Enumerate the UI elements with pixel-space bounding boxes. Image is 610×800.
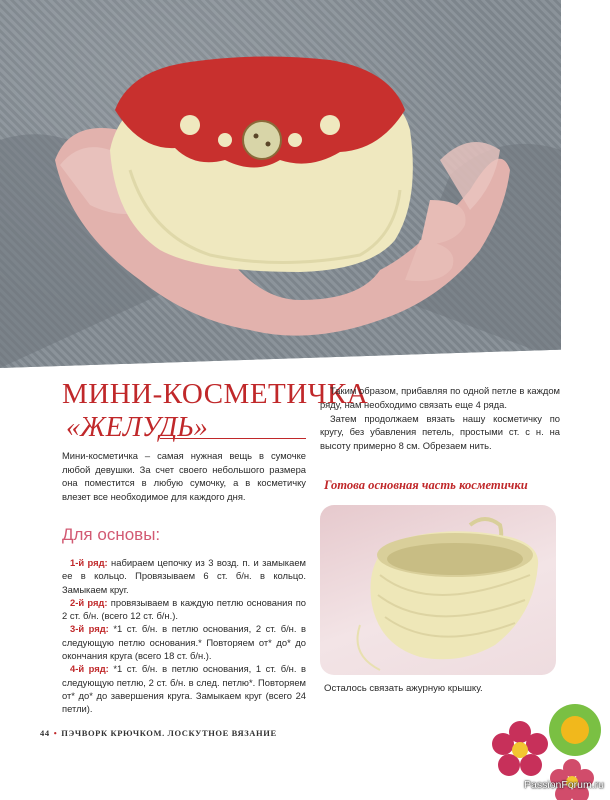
row-text: *1 ст. б/н. в петлю основания, 1 ст. б/н. в следующую петлю, 2 ст. б/н. в след. петлю*. Повторяем от* до* до завершения круга. Замыкаем круг (всего 24 петли).: [62, 663, 306, 715]
row-label: 3-й ряд:: [70, 623, 109, 635]
hero-illustration: [0, 0, 561, 368]
crochet-base-illustration: [320, 505, 556, 675]
row-text: набираем цепочку из 3 возд. п. и замыкаем ее в кольцо. Провязываем 6 ст. б/н. в кольцо. Замыкаем круг.: [62, 557, 306, 595]
row-4: [62, 662, 306, 715]
watermark: PassionForum.ru: [524, 779, 604, 791]
hero-photo: [0, 0, 561, 368]
base-heading: Для основы:: [62, 525, 161, 544]
intro-paragraph: Мини-косметичка – самая нужная вещь в сумочке любой девушки. За счет своего небольшого размера она поместится в любую сумочку, а в косметичку влезет все необходимое для каждого дня.: [62, 450, 306, 502]
page-footer: [40, 728, 277, 738]
row-1: [62, 556, 306, 596]
paragraph: Таким образом, прибавляя по одной петле в каждом ряду, нам необходимо связать еще 4 ряда.: [320, 385, 560, 410]
paragraph: Затем продолжаем вязать нашу косметичку по кругу, без убавления петель, простыми ст. с н. на высоту примерно 8 см. Обрезаем нить.: [320, 412, 560, 452]
row-text: *1 ст. б/н. в петлю основания, 2 ст. б/н. в следующую петлю основания.* Повторяем от* до* до окончания круга (всего 18 ст. б/н.).: [62, 623, 306, 662]
article-subtitle: «ЖЕЛУДЬ»: [66, 412, 208, 443]
row-label: 1-й ряд:: [70, 557, 108, 568]
finished-base-heading: Готова основная часть косметички: [324, 478, 528, 492]
footer-separator: •: [53, 728, 58, 738]
base-photo: [320, 505, 556, 675]
page-number: 44: [40, 728, 50, 738]
row-text: провязываем в каждую петлю основания по 2 ст. б/н. (всего 12 ст. б/н.).: [62, 596, 307, 622]
title-underline: [160, 438, 306, 439]
row-label: 2-й ряд:: [70, 596, 108, 608]
right-column-text: [320, 384, 560, 453]
article-title: МИНИ-КОСМЕТИЧКА: [62, 378, 369, 410]
row-2: [62, 596, 306, 623]
rows-instructions: [62, 556, 306, 716]
running-title: ПЭЧВОРК КРЮЧКОМ. ЛОСКУТНОЕ ВЯЗАНИЕ: [61, 728, 277, 738]
row-label: 4-й ряд:: [70, 663, 109, 675]
photo-caption: Осталось связать ажурную крышку.: [324, 683, 483, 694]
row-3: [62, 622, 306, 662]
